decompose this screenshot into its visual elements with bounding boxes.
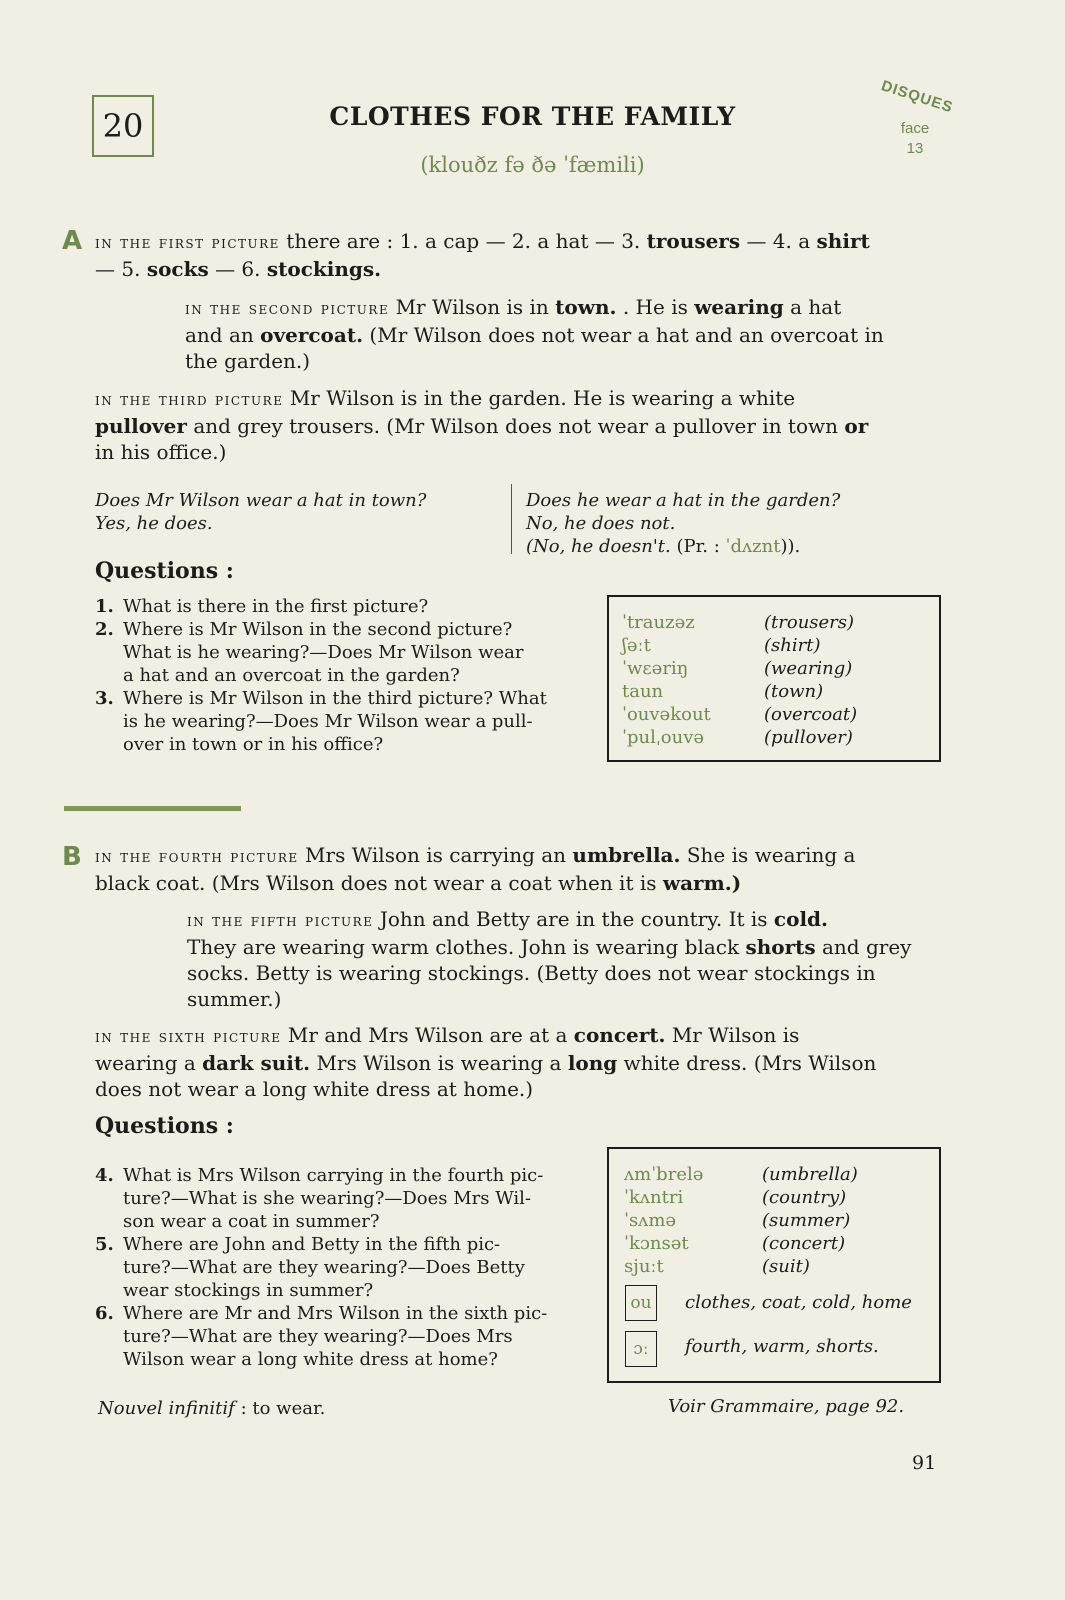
page-number: 91 (912, 1452, 937, 1474)
example-right-contraction: (No, he doesn't. (Pr. : ˈdʌznt)). (526, 536, 801, 557)
question-1: 1. What is there in the first picture? (95, 596, 429, 617)
section-a-paragraph-3: in the third picture Mr Wilson is in the garden. He is wearing a white pullover and grey trousers. (Mr Wilson does not wear a pullover in town or in his office.) (95, 386, 869, 464)
new-infinitive-note: Nouvel infinitif : to wear. (98, 1398, 326, 1419)
question-2: 2. Where is Mr Wilson in the second picture? What is he wearing?—Does Mr Wilson wear a hat and an overcoat in the garden? (95, 619, 524, 686)
question-4: 4. What is Mrs Wilson carrying in the fourth pic- ture?—What is she wearing?—Does Mrs Wil- son wear a coat in summer? (95, 1165, 544, 1232)
example-left-answer: Yes, he does. (95, 513, 213, 534)
section-a-paragraph-1: in the first picture there are : 1. a cap — 2. a hat — 3. trousers — 4. a shirt — 5. socks — 6. stockings. (95, 229, 870, 281)
questions-list-a (95, 595, 590, 756)
section-b-paragraph-1: in the fourth picture Mrs Wilson is carrying an umbrella. She is wearing a black coat. (Mrs Wilson does not wear a coat when it is warm.) (95, 843, 856, 895)
questions-list-b (95, 1164, 590, 1371)
sound-words-ou: clothes, coat, cold, home (685, 1292, 912, 1313)
disques-badge (870, 77, 960, 168)
question-5: 5. Where are John and Betty in the fifth pic- ture?—What are they wearing?—Does Betty wear stockings in summer? (95, 1234, 525, 1301)
section-b-paragraph-3: in the sixth picture Mr and Mrs Wilson are at a concert. Mr Wilson is wearing a dark suit. Mrs Wilson is wearing a long white dress. (Mrs Wilson does not wear a long white dress at home.) (95, 1023, 877, 1101)
lesson-number: 20 (92, 95, 154, 157)
section-a-paragraph-2: in the second picture Mr Wilson is in town. . He is wearing a hat and an overcoat. (Mr Wilson does not wear a hat and an overcoat in the garden.) (185, 295, 884, 373)
sound-symbol-aw: ɔː (625, 1331, 657, 1367)
question-3: 3. Where is Mr Wilson in the third picture? What is he wearing?—Does Mr Wilson wear a pull- over in town or in his office? (95, 688, 547, 755)
sound-words-aw: fourth, warm, shorts. (685, 1336, 879, 1357)
questions-heading-b: Questions : (95, 1113, 234, 1139)
example-right-answer: No, he does not. (526, 513, 676, 534)
page-title: CLOTHES FOR THE FAMILY (329, 102, 736, 131)
example-right (526, 489, 946, 558)
section-b-paragraph-2: in the fifth picture John and Betty are in the country. It is cold. They are wearing warm clothes. John is wearing black shorts and grey socks. Betty is wearing stockings. (Betty does not wear stockings in summer.) (187, 907, 912, 1011)
question-6: 6. Where are Mr and Mrs Wilson in the sixth pic- ture?—What are they wearing?—Does Mrs Wilson wear a long white dress at home? (95, 1303, 548, 1370)
disques-face: face (900, 120, 930, 137)
section-b-letter: B (62, 842, 82, 872)
title-phonetic: (klouðz fə ðə ˈfæmili) (420, 153, 645, 177)
sound-symbol-ou: ou (625, 1285, 657, 1321)
vocab-box-a: ˈtrauzəz (trousers) ʃəːt (shirt) ˈwɛəriŋ (wearing) taun (town) ˈouvəkout (overcoat) ˈpulˌouvə (pullover) (607, 595, 941, 762)
example-left-question: Does Mr Wilson wear a hat in town? (95, 490, 427, 511)
example-right-question: Does he wear a hat in the garden? (526, 490, 841, 511)
questions-heading-a: Questions : (95, 558, 234, 584)
example-divider (511, 484, 512, 554)
section-a-letter: A (62, 226, 83, 256)
example-left (95, 489, 495, 535)
disques-number: 13 (906, 140, 924, 157)
disques-label: DISQUES (879, 77, 956, 117)
grammar-reference: Voir Grammaire, page 92. (668, 1396, 905, 1417)
section-divider (64, 806, 241, 811)
vocab-box-b: ʌmˈbrelə (umbrella) ˈkʌntri (country) ˈsʌmə (summer) ˈkɔnsət (concert) sjuːt (suit) ou clothes, coat, cold, home ɔː fourth, warm, shorts. (607, 1147, 941, 1383)
